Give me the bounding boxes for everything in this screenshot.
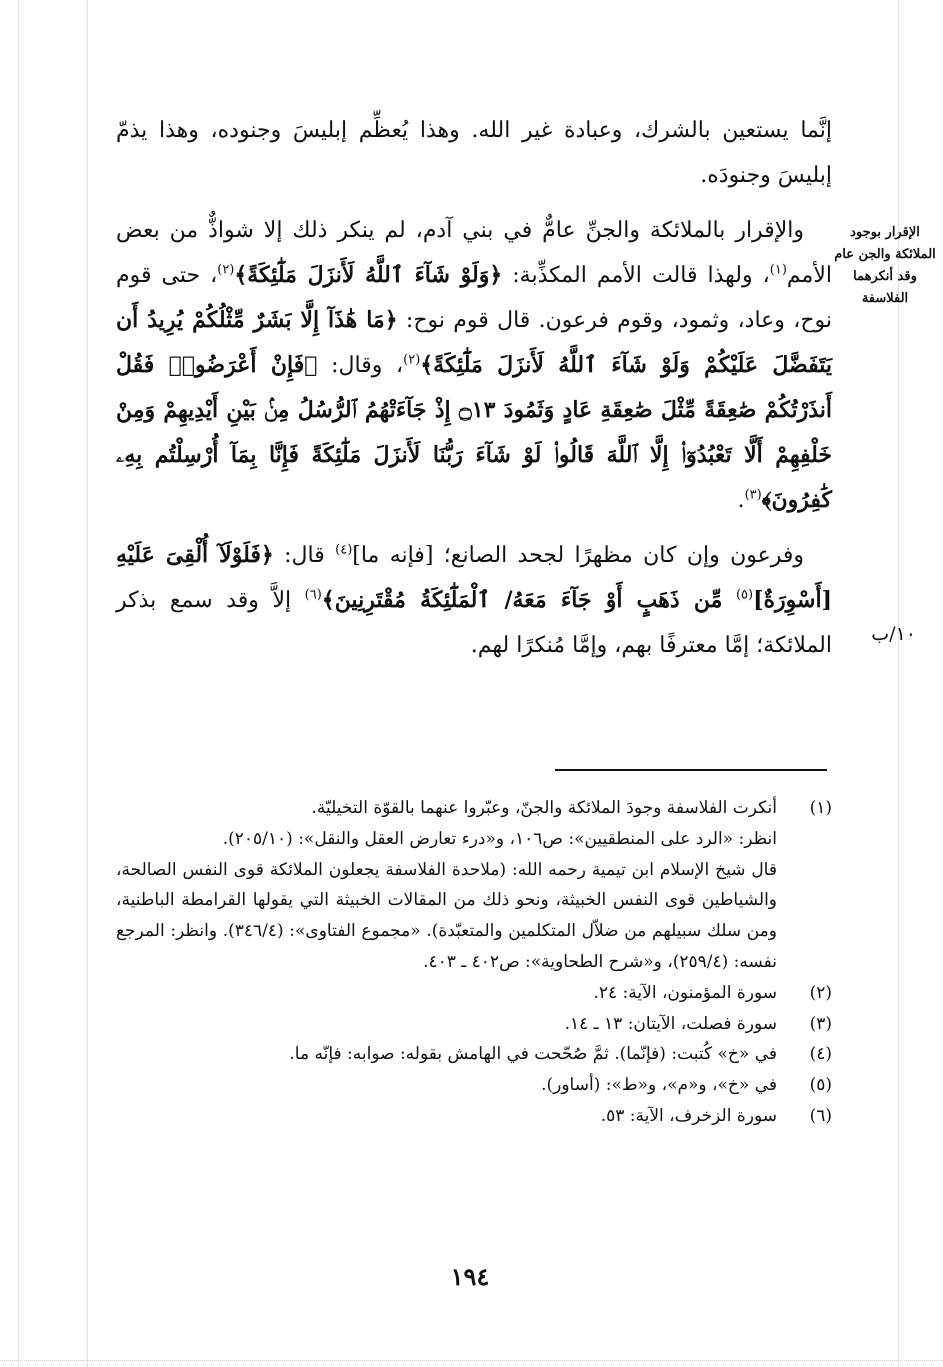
footnotes [116, 793, 832, 1132]
paragraph-1 [116, 108, 832, 198]
footnote-body [116, 793, 777, 978]
scan-guide-line [87, 0, 88, 1367]
paragraph-2 [116, 208, 832, 523]
paragraph-2-text-e: . [737, 488, 745, 513]
footnote-ref: (٢) [217, 262, 235, 278]
footnote-number: (٥) [809, 1075, 832, 1096]
footnote-line: قال شيخ الإسلام ابن تيمية رحمه الله: (ملاحدة الفلاسفة يجعلون الملائكة قوى النفس الصالحة، والشياطين قوى النفس الخبيثة، ونحو ذلك من المقالات الخبيثة التي يقولها القرامطة الباطنية، ومن سلك سبيلهم من ضلاّل المتكلمين والمتعبّدة). «مجموع الفتاوى»: (٣٤٦/٤). وانظر: المرجع نفسه: (٢٥٩/٤)، و«شرح الطحاوية»: ص٤٠٢ ـ ٤٠٣. [116, 859, 777, 972]
paragraph-2-text-a: والإقرار بالملائكة والجنِّ عامٌّ في بني آدم، لم ينكر ذلك إلا شواذٌّ من بعض الأمم [116, 218, 832, 288]
scan-guide-line [18, 0, 19, 1367]
footnote-ref: (٥) [735, 587, 754, 603]
paragraph-3-text-c: إلاَّ وقد سمع بذكر الملائكة؛ إمَّا معترفًا بهم، وإمَّا مُنكرًا لهم. [116, 588, 832, 658]
margin-note-text: الإقرار بوجود الملائكة والجن عام وقد أنكرهما الفلاسفة [834, 225, 936, 306]
quran-verse: ﴿فَإِنْ أَعْرَضُوا۟ فَقُلْ أَنذَرْتُكُمْ صَٰعِقَةً مِّثْلَ صَٰعِقَةِ عَادٍ وَثَمُودَ ۝١٣ إِذْ جَآءَتْهُمُ ٱلرُّسُلُ مِنۢ بَيْنِ أَيْدِيهِمْ وَمِنْ خَلْفِهِمْ أَلَّا تَعْبُدُوٓا۟ إِلَّا ٱللَّهَ قَالُوا۟ لَوْ شَآءَ رَبُّنَا لَأَنزَلَ مَلَٰٓئِكَةً فَإِنَّا بِمَآ أُرْسِلْتُم بِهِۦ كَٰفِرُونَ﴾ [116, 352, 832, 513]
quran-verse: ﴿فَلَوْلَآ أُلْقِىَ عَلَيْهِ [أَسْوِرَةٌ] [116, 542, 832, 613]
footnote [116, 1009, 832, 1040]
footnote [116, 1039, 832, 1070]
footnote [116, 978, 832, 1009]
paragraph-2-text-d: ، وقال: [331, 353, 404, 378]
footnote-line: في «خ»، و«م»، و«ط»: (أساور). [541, 1075, 777, 1096]
paragraph-3 [116, 533, 832, 668]
paragraph-3-text-a: وفرعون وإن كان مظهرًا لجحد الصانع؛ [فإنه ما] [352, 543, 804, 568]
footnote-body [116, 1039, 777, 1070]
footnote-number: (٣) [809, 1013, 832, 1034]
page-number: ١٩٤ [450, 1262, 490, 1291]
footnote-body [116, 1070, 777, 1101]
footnote-body [116, 1009, 777, 1040]
scan-guide-line [0, 1360, 943, 1361]
margin-note [830, 222, 940, 310]
quran-verse: ﴿مَا هَٰذَآ إِلَّا بَشَرٌ مِّثْلُكُمْ يُرِيدُ أَن يَتَفَضَّلَ عَلَيْكُمْ وَلَوْ شَآءَ ٱللَّهُ لَأَنزَلَ مَلَٰٓئِكَةً﴾ [116, 307, 832, 378]
paragraph-2-text-b: ، ولهذا قالت الأمم المكذِّبة: [512, 263, 770, 288]
footnote-body [116, 978, 777, 1009]
folio-marker: ١٠/ب [871, 623, 916, 645]
footnote-body [116, 1101, 777, 1132]
footnote-number: (٦) [809, 1105, 832, 1126]
footnote-line: سورة الزخرف، الآية: ٥٣. [600, 1105, 777, 1126]
footnote [116, 1101, 832, 1132]
paragraph-1-text: إنَّما يستعين بالشرك، وعبادة غير الله. وهذا يُعظِّم إبليسَ وجنوده، وهذا يذمّ إبليسَ وجنودَه. [116, 118, 832, 188]
quran-verse: ﴿وَلَوْ شَآءَ ٱللَّهُ لَأَنزَلَ مَلَٰٓئِكَةً﴾ [234, 262, 503, 288]
paragraph-3-text-b: قال: [284, 543, 325, 568]
footnote [116, 1070, 832, 1101]
footnote-number: (٤) [809, 1044, 832, 1065]
footnote-line: أنكرت الفلاسفة وجودَ الملائكة والجنّ، وعبّروا عنهما بالقوّة التخيليّة. [311, 798, 777, 818]
scan-guide-line [898, 0, 899, 1367]
footnote-number: (١) [809, 798, 832, 818]
footnote-ref: (٤) [335, 542, 353, 558]
footnote-line: سورة فصلت، الآيتان: ١٣ ـ ١٤. [564, 1013, 777, 1034]
footnote-separator [555, 769, 827, 771]
paragraph-2-text-c: ، حتى قوم نوح، وعاد، وثمود، وقوم فرعون. قال قوم نوح: [116, 263, 833, 333]
main-text [116, 108, 832, 668]
footnote-ref: (٣) [744, 487, 762, 503]
footnote-line: سورة المؤمنون، الآية: ٢٤. [593, 982, 777, 1003]
footnote-number: (٢) [809, 982, 832, 1003]
footnote [116, 793, 832, 978]
footnote-line: انظر: «الرد على المنطقيين»: ص١٠٦، و«درء تعارض العقل والنقل»: (٢٠٥/١٠). [222, 828, 777, 849]
footnote-ref: (٦) [304, 587, 322, 603]
footnote-line: في «خ» كُتبت: (فإنّما). ثمَّ صُحّحت في الهامش بقوله: صوابه: فإنّه ما. [289, 1044, 777, 1065]
footnote-ref: (٢) [403, 352, 421, 368]
quran-verse: مِّن ذَهَبٍ أَوْ جَآءَ مَعَهُ/ ٱلْمَلَٰٓئِكَةُ مُقْتَرِنِينَ﴾ [321, 587, 723, 613]
footnote-ref: (١) [769, 262, 787, 278]
